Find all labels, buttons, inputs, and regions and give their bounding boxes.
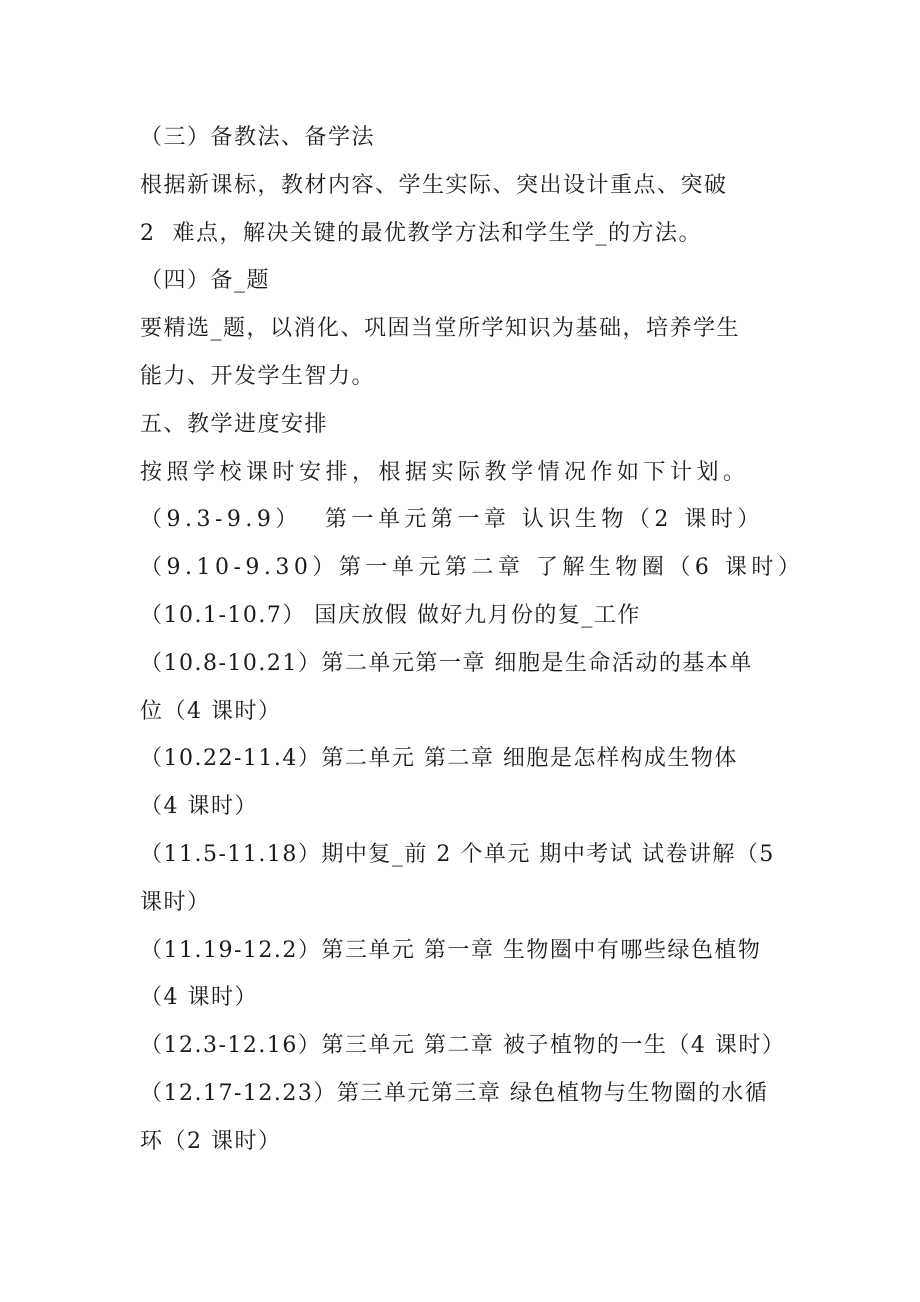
schedule-item: （10.1-10.7） 国庆放假 做好九月份的复_工作	[140, 602, 641, 628]
schedule-item: （12.17-12.23）第三单元第三章 绿色植物与生物圈的水循	[140, 1080, 769, 1106]
paragraph-line: 能力、开发学生智力。	[140, 363, 376, 389]
document-body	[140, 114, 805, 1166]
paragraph-line: 根据新课标，教材内容、学生实际、突出设计重点、突破	[140, 172, 728, 198]
schedule-item: （10.22-11.4）第二单元 第二章 细胞是怎样构成生物体	[140, 746, 738, 772]
schedule-item-continued: 课时）	[140, 889, 211, 915]
schedule-item-continued: 位（4 课时）	[140, 698, 282, 724]
schedule-item: （11.19-12.2）第三单元 第一章 生物圈中有哪些绿色植物	[140, 937, 762, 963]
paragraph-line: 2 难点，解决关键的最优教学方法和学生学_的方法。	[140, 220, 702, 246]
schedule-item: （11.5-11.18）期中复_前 2 个单元 期中考试 试卷讲解（5	[140, 841, 775, 867]
schedule-item: （12.3-12.16）第三单元 第二章 被子植物的一生（4 课时）	[140, 1033, 786, 1059]
section-heading-teaching-methods: （三）备教法、备学法	[140, 125, 376, 150]
schedule-item-continued: 环（2 课时）	[140, 1128, 282, 1154]
schedule-item-continued: （4 课时）	[140, 985, 258, 1011]
paragraph-line: 按照学校课时安排，根据实际教学情况作如下计划。	[140, 459, 750, 485]
schedule-item: （9.10-9.30）第一单元第二章 了解生物圈（6 课时）	[140, 555, 805, 581]
section-heading-exercises: （四）备_题	[140, 268, 271, 294]
schedule-item: （10.8-10.21）第二单元第一章 细胞是生命活动的基本单	[140, 650, 753, 676]
paragraph-line: 要精选_题，以消化、巩固当堂所学知识为基础，培养学生	[140, 316, 741, 342]
schedule-item-continued: （4 课时）	[140, 794, 258, 820]
schedule-item: （9.3-9.9） 第一单元第一章 认识生物（2 课时）	[140, 507, 764, 533]
section-heading-schedule: 五、教学进度安排	[140, 411, 329, 437]
